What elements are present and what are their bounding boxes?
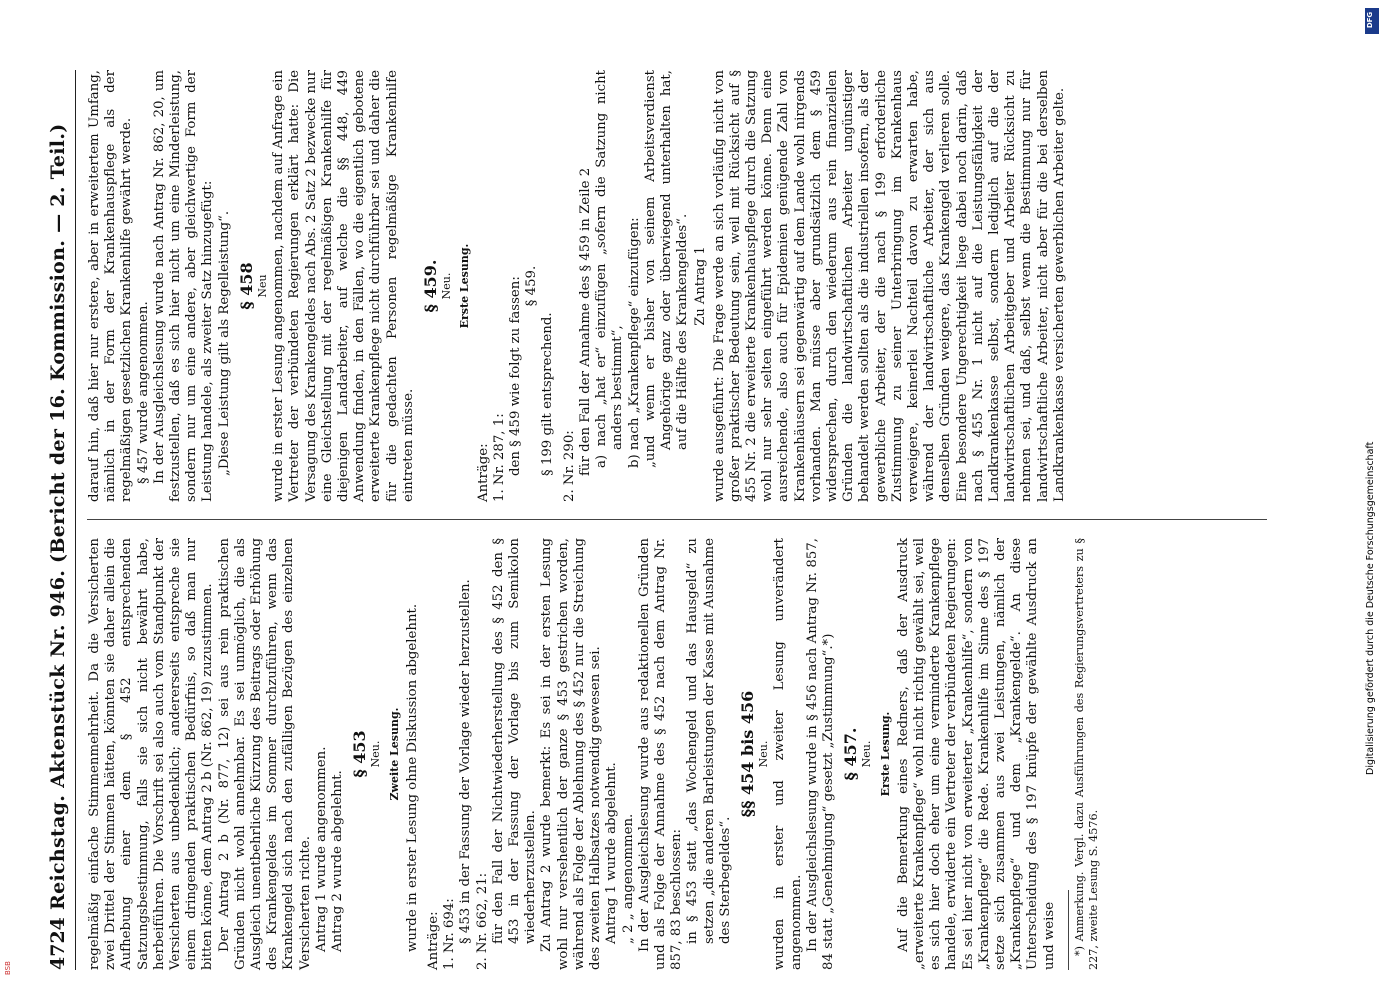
vote-result: „ 2 „ angenommen. (620, 813, 636, 944)
paragraph: wurde in erster Lesung ohne Diskussion abgelehnt. (404, 603, 420, 952)
motion-number: 2. Nr. 662, 21: (474, 872, 490, 970)
motions-label: Anträge: (475, 443, 491, 502)
paragraph: wurde in erster Lesung angenommen, nachdem auf Anfrage ein Vertreter der verbündeten Regierungen erklärt hatte: Die Versagung des Krankengeldes nach Abs. 2 Satz 2 bezwecke nur eine Gleichstellung mit der regelmäßigen Krankenhilfe für diejenigen Landarbeiter, auf welche die §§ 448, 449 Anwendung finden, in den Fällen, wo die eigentlich gebotene erweiterte Krankenpflege nicht durchführbar sei und daher die für die gedachten Personen regelmäßige Krankenhilfe eintreten müsse. (271, 70, 416, 502)
paragraph: in § 453 statt „das Wochengeld und das Hausgeld“ zu setzen „die anderen Barleistungen der Kasse mit Ausnahme des Sterbegeldes“. (685, 538, 733, 944)
quotation: „Diese Leistung gilt als Regelleistung“. (216, 210, 232, 476)
reading-title: Erste Lesung. (878, 711, 892, 797)
motion-number: 1. Nr. 287, 1: (491, 413, 507, 502)
bsb-label: BSB (4, 961, 12, 975)
paragraph: In der Ausgleichslesung wurde nach Antrag Nr. 862, 20, um festzustellen, daß es sich hier nicht um eine Minderleistung, sondern nur um eine andere, aber gleichwertige Form der Leistung handele, als zweiter Satz hinzugefügt: (151, 70, 216, 502)
paragraph: Der Antrag 2 b (Nr. 877, 12) sei aus rein praktischen Gründen nicht wohl annehmbar. Es sei unmöglich, die als Ausgleich unentbehrliche Kürzung des Beitrags oder Erhöhung des Krankengeldes im Sommer durchzuführen, wenn das Krankengeld sich nach den zufälligen Bezügen des einzelnen Versicherten richte. (216, 538, 313, 970)
section-heading: § 457. (841, 727, 861, 781)
reading-title: Erste Lesung. (458, 243, 472, 329)
funding-note: Digitalisierung gefördert durch die Deutsche Forschungsgemeinschaft (1365, 441, 1376, 775)
section-subtitle: Neu. (860, 740, 874, 768)
right-column (87, 70, 1068, 502)
motion-text: § 459. (524, 265, 540, 307)
footnote: *) Anmerkung. Vergl. dazu Ausführungen des Regierungsvertreters zu § 227, zweite Lesung S. 4576. (1072, 538, 1100, 970)
motion-number: 1. Nr. 694: (442, 898, 458, 970)
paragraph: In der Ausgleichslesung wurde aus redaktionellen Gründen und als Folge der Annahme des § 452 nach dem Antrag Nr. 857, 83 beschlossen: (636, 538, 685, 970)
dfg-logo-icon (1365, 8, 1379, 34)
paragraph: Auf die Bemerkung eines Redners, daß der Ausdruck „erweiterte Krankenpflege“ wohl nicht richtig gewählt sei, weil es sich hier doch eher um eine verminderte Krankenpflege handele, erwiderte ein Vertreter der verbündeten Regierungen: Es sei hier nicht von erweiterter „Krankenhilfe“, sondern von „Krankenpflege“ die Rede. Krankenhilfe im Sinne des § 197 setze sich zusammen aus zwei Leistungen, nämlich der „Krankenpflege“ und dem „Krankengelde“. An diese Unterscheidung des § 197 knüpfe der gewählte Ausdruck an und weise (895, 538, 1057, 970)
paragraph: wurden in erster und zweiter Lesung unverändert angenommen. (772, 538, 804, 970)
section-heading: § 459. (421, 259, 441, 313)
dfg-label: DFG (1366, 11, 1375, 29)
section-subtitle: Neu (256, 274, 270, 298)
section-subtitle: Neu. (440, 272, 454, 300)
motion-text: „und wenn er bisher von seinem Arbeitsverdienst Angehörige ganz oder überwiegend unterhalten hat, auf die Hälfte des Krankengeldes“. (642, 70, 691, 468)
section-subtitle: Neu. (757, 740, 771, 768)
paragraph: Zu Antrag 2 wurde bemerkt: Es sei in der ersten Lesung wohl nur versehentlich der ganze § 453 gestrichen worden, während als Folge der Ablehnung des § 452 nur die Streichung des zweiten Halbsatzes notwendig gewesen sei. (539, 538, 604, 970)
section-heading: § 453 (350, 730, 370, 778)
motions-label: Anträge: (426, 911, 442, 970)
motion-number: 2. Nr. 290: (561, 430, 577, 502)
motion-text: a) nach „hat er“ einzufügen „sofern die Satzung nicht anders bestimmt“, (594, 70, 626, 468)
left-column (87, 538, 1101, 970)
paragraph: In der Ausgleichslesung wurde in § 456 nach Antrag Nr. 857, 84 statt „Genehmigung“ gesetzt „Zustimmung“.*) (804, 538, 836, 970)
motion-text: § 199 gilt entsprechend. (540, 312, 556, 476)
subsection-title: Zu Antrag 1 (693, 246, 709, 326)
section-heading: §§ 454 bis 456 (737, 690, 757, 818)
motion-text: für den Fall der Nichtwiederherstellung des § 452 den § 453 in der Fassung der Vorlage bis zum Semikolon wiederherzustellen. (490, 538, 539, 944)
paragraph: wurde ausgeführt: Die Frage werde an sich vorläufig nicht von großer praktischer Bedeutung sein, weil mit Rücksicht auf § 455 Nr. 2 die erweiterte Krankenhauspflege durch die Satzung wohl nur sehr selten eingeführt werden könne. Denn eine ausreichende, also auch für Epidemien genügende Zahl von Krankenhäusern sei gegenwärtig auf dem Lande wohl nirgends vorhanden. Man müsse aber grundsätzlich dem § 459 widersprechen, durch den wiederum aus rein finanziellen Gründen die landwirtschaftlichen Arbeiter ungünstiger behandelt werden sollten als die industriellen insofern, als der gewerbliche Arbeiter, der die nach § 199 erforderliche Zustimmung zu seiner Unterbringung im Krankenhaus verweigere, keinerlei Nachteil davon zu erwarten habe, während der landwirtschaftliche Arbeiter, der sich aus denselben Gründen weigere, das Krankengeld verlieren solle. Eine besondere Ungerechtigkeit liege dabei noch darin, daß nach § 455 Nr. 1 nicht auf die Leistungsfähigkeit der Landkrankenkasse selbst, sondern lediglich auf die der landwirtschaftlichen Arbeitgeber und Arbeiter Rücksicht zu nehmen sei, und daß, selbst wenn die Bestimmung nur für landwirtschaftliche Arbeiter, nicht aber für die bei derselben Landkrankenkasse versicherten gewerblichen Arbeiter gelte. (711, 70, 1067, 502)
document-sheet (45, 70, 1280, 970)
vote-result: Antrag 1 wurde abgelehnt. (604, 762, 620, 944)
column-divider (87, 519, 1267, 520)
motion-text: für den Fall der Annahme des § 459 in Zeile 2 (577, 167, 593, 476)
paragraph: regelmäßig einfache Stimmenmehrheit. Da die Versicherten zwei Drittel der Stimmen hätten, könnten sie daher allein die Aufhebung einer dem § 452 entsprechenden Satzungsbestimmung, falls sie sich nicht bewährt habe, herbeiführen. Die Vorschrift sei also auch vom Standpunkt der Versicherten aus unbedenklich; andererseits entspreche sie einem dringenden praktischen Bedürfnis, so daß man nur bitten könne, dem Antrag 2 b (Nr. 862, 19) zuzustimmen. (87, 538, 216, 970)
section-heading: § 458 (236, 262, 256, 310)
section-subtitle: Neu. (369, 740, 383, 768)
motion-text: b) nach „Krankenpflege“ einzufügen: (626, 217, 642, 468)
motion-text: den § 459 wie folgt zu fassen: (508, 276, 524, 476)
vote-result: Antrag 2 wurde abgelehnt. (330, 770, 346, 952)
side-note (1363, 15, 1379, 1005)
motion-text: § 453 in der Fassung der Vorlage wieder herzustellen. (458, 579, 474, 944)
footnote-rule (1068, 890, 1069, 970)
running-header (45, 70, 76, 970)
paragraph: darauf hin, daß hier nur erstere, aber in erweitertem Umfang, nämlich in der Form der Krankenhauspflege als der regelmäßigen gesetzlichen Krankenhilfe gewährt werde. (87, 70, 135, 502)
paragraph: § 457 wurde angenommen. (135, 301, 151, 484)
vote-result: Antrag 1 wurde angenommen. (313, 746, 329, 952)
page-number: 4724 (47, 917, 69, 970)
header-title: Reichstag. Aktenstück Nr. 946. (Bericht der 16. Kommission. — 2. Teil.) (47, 123, 69, 910)
reading-title: Zweite Lesung. (387, 707, 401, 801)
